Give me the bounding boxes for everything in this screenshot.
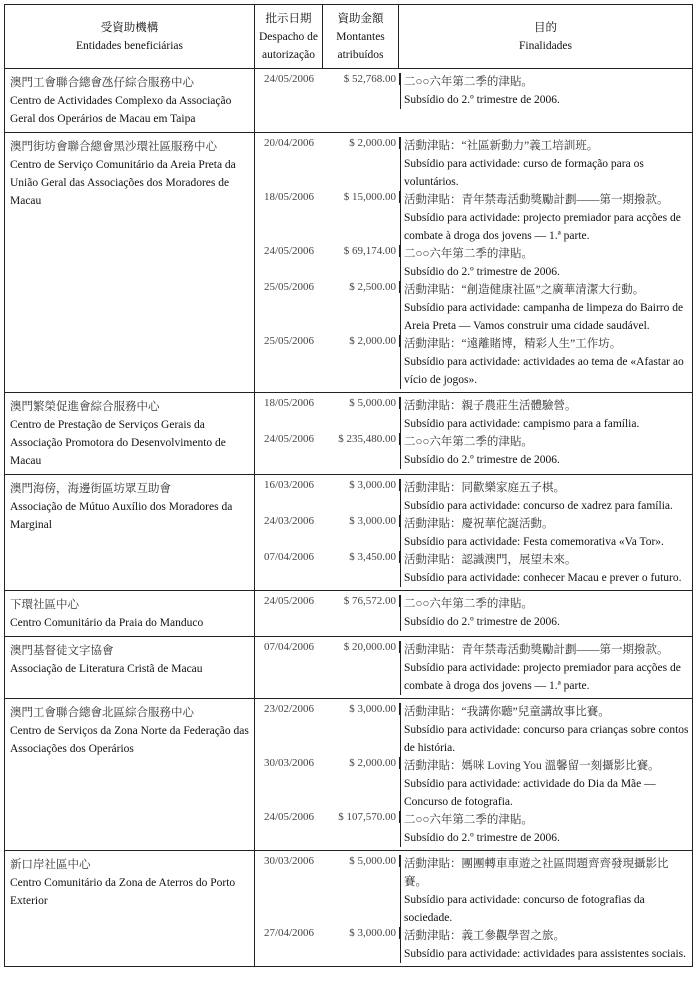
entity-cell — [5, 475, 255, 591]
purpose — [400, 281, 692, 335]
purpose — [400, 927, 692, 963]
purpose-pt: Subsídio para actividade: Festa comemorativa «Va Tor». — [404, 536, 664, 548]
purpose-zh: 活動津貼：同歡樂家庭五子棋。 — [404, 482, 565, 494]
dispatch-date: 23/02/2006 — [263, 703, 315, 715]
entity-name-zh: 澳門海傍，海邊街區坊眾互助會 — [10, 483, 171, 495]
purpose-zh: 活動津貼：團團轉車車遊之社區問題齊齊發現攝影比賽。 — [404, 858, 669, 888]
purpose-pt: Subsídio do 2.º trimestre de 2006. — [404, 616, 560, 628]
entity-cell — [5, 851, 255, 967]
document — [4, 4, 692, 967]
header-date-pt2: autorização — [262, 48, 315, 61]
subsidy-item — [255, 641, 692, 695]
purpose-pt: Subsídio do 2.º trimestre de 2006. — [404, 266, 560, 278]
subsidy-details-cell — [255, 699, 693, 851]
dispatch-date: 07/04/2006 — [263, 551, 315, 563]
subsidy-item — [255, 191, 692, 245]
entity-cell — [5, 699, 255, 851]
header-date-pt1: Despacho de — [258, 30, 319, 43]
header-purpose-pt: Finalidades — [518, 39, 573, 52]
entity-name-zh: 新口岸社區中心 — [10, 859, 91, 871]
dispatch-date: 18/05/2006 — [263, 191, 315, 203]
dispatch-date: 24/05/2006 — [263, 245, 315, 257]
purpose — [400, 757, 692, 811]
purpose — [400, 433, 692, 469]
purpose-pt: Subsídio para actividade: conhecer Macau e prever o futuro. — [404, 572, 682, 584]
purpose-pt: Subsídio para actividade: actividades para assistentes sociais. — [404, 948, 686, 960]
subsidy-details-cell — [255, 851, 693, 967]
dispatch-date: 24/05/2006 — [263, 595, 315, 607]
subsidy-item — [255, 703, 692, 757]
purpose-zh: 二○○六年第二季的津貼。 — [404, 436, 533, 448]
purpose-pt: Subsídio para actividade: campanha de limpeza do Bairro de Areia Preta — Vamos construir uma cidade saudável. — [404, 302, 684, 332]
table-row — [5, 591, 693, 637]
purpose — [400, 137, 692, 191]
entity-name-pt: Associação de Literatura Cristã de Macau — [10, 663, 203, 675]
subsidy-item — [255, 245, 692, 281]
purpose-pt: Subsídio do 2.º trimestre de 2006. — [404, 454, 560, 466]
purpose-zh: 二○○六年第二季的津貼。 — [404, 598, 533, 610]
subsidy-details-cell — [255, 69, 693, 133]
purpose-pt: Subsídio para actividade: curso de formação para os voluntários. — [404, 158, 644, 188]
subsidy-item — [255, 551, 692, 587]
entity-name-pt: Centro de Serviços da Zona Norte da Federação das Associações dos Operários — [10, 725, 249, 755]
header-amount — [323, 5, 399, 69]
purpose-pt: Subsídio para actividade: actividades ao tema de «Afastar ao vício de jogos». — [404, 356, 684, 386]
purpose-pt: Subsídio do 2.º trimestre de 2006. — [404, 832, 560, 844]
purpose-pt: Subsídio para actividade: actividade do Dia da Mãe — Concurso de fotografia. — [404, 778, 656, 808]
amount: $ 2,000.00 — [323, 137, 400, 149]
header-purpose-zh: 目的 — [534, 21, 557, 34]
table-row — [5, 475, 693, 591]
purpose — [400, 245, 692, 281]
subsidy-item — [255, 855, 692, 927]
entity-name-pt: Centro de Serviço Comunitário da Areia Preta da União Geral das Associações dos Moradores de Macau — [10, 159, 236, 207]
purpose — [400, 397, 692, 433]
subsidy-details-cell — [255, 133, 693, 393]
table-row — [5, 69, 693, 133]
purpose-zh: 活動津貼：媽咪 Loving You 溫馨留一刻攝影比賽。 — [404, 760, 660, 772]
entity-name-pt: Centro de Prestação de Serviços Gerais da Associação Promotora do Desenvolvimento de Macau — [10, 419, 226, 467]
header-entities-pt: Entidades beneficiárias — [76, 39, 183, 52]
subsidy-item — [255, 137, 692, 191]
entity-cell — [5, 133, 255, 393]
dispatch-date: 27/04/2006 — [263, 927, 315, 939]
dispatch-date: 25/05/2006 — [263, 335, 315, 347]
purpose — [400, 595, 692, 631]
entity-cell — [5, 591, 255, 637]
purpose-zh: 活動津貼：“遠離賭博，精彩人生”工作坊。 — [404, 338, 622, 350]
purpose — [400, 551, 692, 587]
amount: $ 2,000.00 — [323, 335, 400, 347]
subsidy-item — [255, 927, 692, 963]
purpose-zh: 活動津貼：認識澳門，展望未來。 — [404, 554, 577, 566]
purpose-pt: Subsídio para actividade: concurso para crianças sobre contos de história. — [404, 724, 689, 754]
entity-name-zh: 澳門繁榮促進會綜合服務中心 — [10, 401, 160, 413]
header-date-zh: 批示日期 — [265, 12, 312, 25]
subsidy-item — [255, 595, 692, 631]
subsidy-item — [255, 811, 692, 847]
entity-name-pt: Centro Comunitário da Praia do Manduco — [10, 617, 204, 629]
amount: $ 2,500.00 — [323, 281, 400, 293]
subsidy-item — [255, 433, 692, 469]
entity-name-zh: 下環社區中心 — [10, 599, 79, 611]
purpose — [400, 479, 692, 515]
entity-name-zh: 澳門工會聯合總會氹仔綜合服務中心 — [10, 77, 194, 89]
table-row — [5, 699, 693, 851]
subsidy-item — [255, 73, 692, 109]
amount: $ 107,570.00 — [323, 811, 400, 823]
entity-name-pt: Associação de Mútuo Auxílio dos Moradores da Marginal — [10, 501, 233, 531]
amount: $ 3,450.00 — [323, 551, 400, 563]
header-purpose — [399, 5, 693, 69]
entity-name-zh: 澳門街坊會聯合總會黑沙環社區服務中心 — [10, 141, 217, 153]
subsidy-item — [255, 281, 692, 335]
purpose — [400, 811, 692, 847]
table-header-row — [5, 5, 693, 69]
subsidy-details-cell — [255, 591, 693, 637]
amount: $ 69,174.00 — [323, 245, 400, 257]
amount: $ 3,000.00 — [323, 515, 400, 527]
table-row — [5, 393, 693, 475]
subsidy-item — [255, 515, 692, 551]
amount: $ 5,000.00 — [323, 397, 400, 409]
dispatch-date: 20/04/2006 — [263, 137, 315, 149]
purpose — [400, 855, 692, 927]
amount: $ 3,000.00 — [323, 479, 400, 491]
subsidy-item — [255, 335, 692, 389]
table-row — [5, 637, 693, 699]
dispatch-date: 24/05/2006 — [263, 73, 315, 85]
subsidy-item — [255, 757, 692, 811]
dispatch-date: 30/03/2006 — [263, 855, 315, 867]
table-row — [5, 851, 693, 967]
purpose — [400, 641, 692, 695]
amount: $ 5,000.00 — [323, 855, 400, 867]
entity-name-zh: 澳門工會聯合總會北區綜合服務中心 — [10, 707, 194, 719]
amount: $ 76,572.00 — [323, 595, 400, 607]
dispatch-date: 07/04/2006 — [263, 641, 315, 653]
entity-cell — [5, 69, 255, 133]
purpose — [400, 335, 692, 389]
dispatch-date: 25/05/2006 — [263, 281, 315, 293]
subsidy-item — [255, 479, 692, 515]
header-amount-zh: 資助金額 — [337, 12, 384, 25]
purpose — [400, 73, 692, 109]
purpose-pt: Subsídio para actividade: projecto premiador para acções de combate à droga dos jovens — 1.ª parte. — [404, 662, 681, 692]
purpose-zh: 活動津貼：親子農莊生活體驗營。 — [404, 400, 577, 412]
entity-name-pt: Centro Comunitário da Zona de Aterros do Porto Exterior — [10, 877, 236, 907]
dispatch-date: 24/03/2006 — [263, 515, 315, 527]
purpose-pt: Subsídio para actividade: projecto premiador para acções de combate à droga dos jovens — 1.ª parte. — [404, 212, 681, 242]
purpose — [400, 191, 692, 245]
purpose-zh: 二○○六年第二季的津貼。 — [404, 76, 533, 88]
purpose — [400, 703, 692, 757]
purpose-zh: 活動津貼：青年禁毒活動獎勵計劃——第一期撥款。 — [404, 194, 669, 206]
dispatch-date: 16/03/2006 — [263, 479, 315, 491]
table-row — [5, 133, 693, 393]
header-date — [255, 5, 323, 69]
amount: $ 235,480.00 — [323, 433, 400, 445]
entity-cell — [5, 393, 255, 475]
purpose-zh: 二○○六年第二季的津貼。 — [404, 814, 533, 826]
subsidy-details-cell — [255, 393, 693, 475]
purpose-pt: Subsídio do 2.º trimestre de 2006. — [404, 94, 560, 106]
purpose-zh: 活動津貼：青年禁毒活動獎勵計劃——第一期撥款。 — [404, 644, 669, 656]
purpose-zh: 活動津貼：慶祝華佗誕活動。 — [404, 518, 554, 530]
amount: $ 20,000.00 — [323, 641, 400, 653]
dispatch-date: 18/05/2006 — [263, 397, 315, 409]
amount: $ 2,000.00 — [323, 757, 400, 769]
dispatch-date: 30/03/2006 — [263, 757, 315, 769]
amount: $ 3,000.00 — [323, 703, 400, 715]
purpose-pt: Subsídio para actividade: concurso de fotografias da sociedade. — [404, 894, 645, 924]
amount: $ 15,000.00 — [323, 191, 400, 203]
header-amount-pt1: Montantes — [336, 30, 385, 43]
dispatch-date: 24/05/2006 — [263, 433, 315, 445]
purpose-zh: 二○○六年第二季的津貼。 — [404, 248, 533, 260]
dispatch-date: 24/05/2006 — [263, 811, 315, 823]
subsidy-details-cell — [255, 637, 693, 699]
header-entities — [5, 5, 255, 69]
purpose — [400, 515, 692, 551]
purpose-pt: Subsídio para actividade: concurso de xadrez para família. — [404, 500, 673, 512]
purpose-zh: 活動津貼：“創造健康社區”之廣華清潔大行動。 — [404, 284, 645, 296]
entity-cell — [5, 637, 255, 699]
entity-name-zh: 澳門基督徒文字協會 — [10, 645, 114, 657]
purpose-pt: Subsídio para actividade: campismo para a família. — [404, 418, 640, 430]
purpose-zh: 活動津貼：“我講你聽”兒童講故事比賽。 — [404, 706, 610, 718]
entity-name-pt: Centro de Actividades Complexo da Associação Geral dos Operários de Macau em Taipa — [10, 95, 232, 125]
amount: $ 52,768.00 — [323, 73, 400, 85]
purpose-zh: 活動津貼：義工參觀學習之旅。 — [404, 930, 565, 942]
subsidy-table — [4, 4, 693, 967]
purpose-zh: 活動津貼：“社區新動力”義工培訓班。 — [404, 140, 599, 152]
subsidy-item — [255, 397, 692, 433]
header-entities-zh: 受資助機構 — [100, 21, 159, 34]
subsidy-details-cell — [255, 475, 693, 591]
header-amount-pt2: atribuídos — [337, 48, 384, 61]
amount: $ 3,000.00 — [323, 927, 400, 939]
